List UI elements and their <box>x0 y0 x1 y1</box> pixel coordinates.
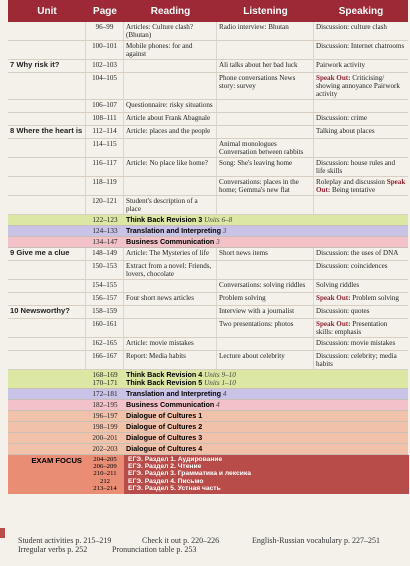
band-title-cell <box>124 444 409 454</box>
speaking-text: Being tentative <box>330 186 376 194</box>
reading-cell <box>124 280 217 292</box>
reading-cell <box>124 177 217 195</box>
section-band <box>8 444 408 455</box>
speak-out-label: Speak Out: <box>316 178 406 194</box>
unit-cell: 9 Give me a clue <box>8 248 86 260</box>
page-cell: 120–121 <box>86 196 124 214</box>
header-unit: Unit <box>37 5 57 17</box>
section-band <box>8 411 408 422</box>
footer-pronunciation: Pronunciation table p. 253 <box>112 545 197 554</box>
speaking-text: Pairwork activity <box>316 61 366 69</box>
header-page: Page <box>93 5 117 17</box>
reading-cell: Article: places and the people <box>124 126 217 138</box>
section-band <box>8 226 408 237</box>
page-cell: 100–101 <box>86 41 124 59</box>
table-row <box>8 60 408 73</box>
unit-cell <box>8 177 86 195</box>
header-speaking: Speaking <box>338 5 384 17</box>
section-band <box>8 389 408 400</box>
speaking-text: Discussion: coincidences <box>316 262 388 270</box>
band-title: Business Communication <box>126 400 215 409</box>
table-row <box>8 139 408 158</box>
band-title-cell <box>124 422 409 432</box>
contents-table <box>8 0 408 494</box>
listening-cell <box>217 100 314 112</box>
unit-cell <box>8 196 86 214</box>
reading-cell <box>124 319 217 337</box>
band-title-cell <box>124 237 409 247</box>
table-row <box>8 293 408 306</box>
section-band <box>8 422 408 433</box>
page-cell: 104–105 <box>86 73 124 99</box>
table-row <box>8 351 408 370</box>
exam-item: ЕГЭ. Раздел 2. Чтение <box>128 463 202 471</box>
reading-cell: Article: The Mysteries of life <box>124 248 217 260</box>
speaking-cell <box>314 306 408 318</box>
reading-cell: Extract from a novel: Friends, lovers, chocolate <box>124 261 217 279</box>
bands-section-2 <box>8 389 408 455</box>
band-title: Dialogue of Cultures 4 <box>126 444 203 453</box>
exam-item: ЕГЭ. Раздел 1. Аудирование <box>128 456 223 463</box>
table-row <box>8 158 408 177</box>
rows-section-2 <box>8 248 408 370</box>
speaking-cell <box>314 293 408 305</box>
speaking-text: Discussion: culture clash <box>316 23 387 31</box>
page-cell: 148–149 <box>86 248 124 260</box>
table-row <box>8 22 408 41</box>
speaking-cell <box>314 196 408 214</box>
speaking-cell <box>314 139 408 157</box>
section-band <box>8 215 408 226</box>
footer-irregular-verbs: Irregular verbs p. 252 <box>18 545 88 554</box>
speaking-cell <box>314 126 408 138</box>
bands-section-1 <box>8 215 408 248</box>
think-back-page-1: 168–169 <box>92 371 118 379</box>
think-back-page-2: 170–171 <box>92 379 118 387</box>
reading-cell <box>124 139 217 157</box>
listening-cell <box>217 126 314 138</box>
listening-cell: Two presentations: photos <box>217 319 314 337</box>
unit-cell: 7 Why risk it? <box>8 60 86 72</box>
band-extra: 3 <box>222 227 227 235</box>
speaking-cell <box>314 261 408 279</box>
speaking-text: Discussion: quotes <box>316 307 370 315</box>
reading-cell <box>124 60 217 72</box>
listening-cell: Radio interview: Bhutan <box>217 22 314 40</box>
footer-student-activities: Student activities p. 215–219 <box>18 536 112 545</box>
reading-cell: Article about Frank Abagnale <box>124 113 217 125</box>
section-band <box>8 237 408 248</box>
header-reading: Reading <box>150 5 191 17</box>
page-cell: 166–167 <box>86 351 124 369</box>
listening-cell: Lecture about celebrity <box>217 351 314 369</box>
unit-cell <box>8 351 86 369</box>
speaking-cell <box>314 158 408 176</box>
band-title-cell <box>124 226 409 236</box>
think-back-title-2: Think Back Revision 5 <box>126 378 203 387</box>
table-row <box>8 196 408 215</box>
listening-cell: Short news items <box>217 248 314 260</box>
rows-section-1 <box>8 22 408 215</box>
band-title: Translation and Interpreting <box>126 226 222 235</box>
speaking-cell <box>314 351 408 369</box>
table-row <box>8 248 408 261</box>
speaking-cell <box>314 338 408 350</box>
table-row <box>8 41 408 60</box>
band-page: 202–203 <box>92 445 118 453</box>
page-cell: 102–103 <box>86 60 124 72</box>
footer-vocabulary: English-Russian vocabulary p. 227–251 <box>252 536 380 545</box>
table-row <box>8 306 408 319</box>
think-back-pages <box>86 370 124 388</box>
reading-cell: Four short news articles <box>124 293 217 305</box>
unit-cell <box>8 319 86 337</box>
page-cell: 160–161 <box>86 319 124 337</box>
speaking-text: Solving riddles <box>316 281 360 289</box>
reading-cell: Article: No place like home? <box>124 158 217 176</box>
band-page: 134–147 <box>92 238 118 246</box>
speaking-cell <box>314 319 408 337</box>
band-page: 182–195 <box>92 401 118 409</box>
table-row <box>8 113 408 126</box>
listening-cell: Interview with a journalist <box>217 306 314 318</box>
speaking-text: Roleplay and discussion <box>316 178 385 186</box>
page-cell: 162–165 <box>86 338 124 350</box>
page-cell: 118–119 <box>86 177 124 195</box>
reading-cell: Questionnaire: risky situations <box>124 100 217 112</box>
speaking-cell <box>314 100 408 112</box>
table-row <box>8 126 408 139</box>
exam-focus-band <box>8 455 408 494</box>
band-page: 122–123 <box>92 216 118 224</box>
listening-cell: Phone conversations News story: survey <box>217 73 314 99</box>
unit-cell <box>8 338 86 350</box>
think-back-extra-1: Units 9–10 <box>204 371 236 379</box>
listening-cell: Conversations: places in the home; Gemma's new flat <box>217 177 314 195</box>
exam-item: ЕГЭ. Раздел 3. Грамматика и лексика <box>128 470 251 478</box>
listening-cell: Ali talks about her bad luck <box>217 60 314 72</box>
band-extra: Units 6–8 <box>204 216 233 224</box>
page-cell: 156–157 <box>86 293 124 305</box>
exam-items <box>124 455 409 494</box>
table-row <box>8 280 408 293</box>
table-row <box>8 319 408 338</box>
footer-check-it-out: Check it out p. 220–226 <box>142 536 220 545</box>
reading-cell: Mobile phones: for and against <box>124 41 217 59</box>
speaking-cell <box>314 280 408 292</box>
listening-cell: Conversations: solving riddles <box>217 280 314 292</box>
band-title: Think Back Revision 3 <box>126 215 203 224</box>
page-cell: 96–99 <box>86 22 124 40</box>
exam-page: 212 <box>99 477 111 485</box>
table-row <box>8 261 408 280</box>
listening-cell: Song: She's leaving home <box>217 158 314 176</box>
band-title-cell <box>124 400 409 410</box>
table-row <box>8 100 408 113</box>
exam-page: 210–211 <box>93 470 117 478</box>
listening-cell: Problem solving <box>217 293 314 305</box>
band-page: 124–133 <box>92 227 118 235</box>
unit-cell <box>8 158 86 176</box>
exam-item: ЕГЭ. Раздел 4. Письмо <box>128 477 204 485</box>
speaking-cell <box>314 177 408 195</box>
unit-cell <box>8 280 86 292</box>
reading-cell: Student's description of a place <box>124 196 217 214</box>
band-title: Dialogue of Cultures 3 <box>126 433 203 442</box>
speaking-text: Presentation skills: emphasis <box>316 320 388 336</box>
section-band <box>8 400 408 411</box>
speaking-text: Talking about places <box>316 127 375 135</box>
page-cell: 154–155 <box>86 280 124 292</box>
speak-out-label: Speak Out: <box>316 320 351 328</box>
speaking-text: Criticising/ showing annoyance Pairwork activity <box>316 74 400 98</box>
listening-cell <box>217 41 314 59</box>
band-page: 196–197 <box>92 412 118 420</box>
page-cell: 114–115 <box>86 139 124 157</box>
listening-cell <box>217 261 314 279</box>
speaking-text: Problem solving <box>350 294 399 302</box>
unit-cell <box>8 139 86 157</box>
unit-cell <box>8 22 86 40</box>
reading-cell: Articles: Culture clash? (Bhutan) <box>124 22 217 40</box>
exam-pages <box>86 455 124 494</box>
unit-cell <box>8 293 86 305</box>
page-cell: 112–114 <box>86 126 124 138</box>
think-back-title-1: Think Back Revision 4 <box>126 370 203 379</box>
band-title-cell <box>124 433 409 443</box>
table-row <box>8 338 408 351</box>
think-back-band <box>8 370 408 389</box>
speaking-cell <box>314 41 408 59</box>
page-cell: 116–117 <box>86 158 124 176</box>
unit-cell: 8 Where the heart is <box>8 126 86 138</box>
band-title: Translation and Interpreting <box>126 389 222 398</box>
reading-cell: Report: Media habits <box>124 351 217 369</box>
speaking-text: Discussion: house rules and life skills <box>316 159 396 175</box>
speaking-text: Discussion: the uses of DNA <box>316 249 399 257</box>
band-title: Dialogue of Cultures 2 <box>126 422 203 431</box>
speaking-cell <box>314 113 408 125</box>
band-title: Dialogue of Cultures 1 <box>126 411 203 420</box>
speaking-cell <box>314 248 408 260</box>
band-page: 172–181 <box>92 390 118 398</box>
reading-cell: Article: movie mistakes <box>124 338 217 350</box>
section-band <box>8 433 408 444</box>
reading-cell <box>124 73 217 99</box>
listening-cell <box>217 113 314 125</box>
unit-cell <box>8 113 86 125</box>
band-page: 198–199 <box>92 423 118 431</box>
band-extra: 3 <box>216 238 220 246</box>
footer <box>18 536 408 554</box>
unit-cell <box>8 73 86 99</box>
table-header <box>8 0 408 22</box>
unit-cell <box>8 41 86 59</box>
speak-out-label: Speak Out: <box>316 294 351 302</box>
speak-out-label: Speak Out: <box>316 74 351 82</box>
speaking-text: Discussion: crime <box>316 114 368 122</box>
exam-item: ЕГЭ. Раздел 5. Устная часть <box>128 484 221 492</box>
page-cell: 150–153 <box>86 261 124 279</box>
page-cell: 106–107 <box>86 100 124 112</box>
page-cell: 158–159 <box>86 306 124 318</box>
band-title-cell <box>124 389 409 399</box>
page-cell: 108–111 <box>86 113 124 125</box>
speaking-text: Discussion: movie mistakes <box>316 339 396 347</box>
band-extra: 4 <box>222 390 227 398</box>
listening-cell: Animal monologues Conversation between rabbits <box>217 139 314 157</box>
table-row <box>8 73 408 100</box>
band-page: 200–201 <box>92 434 118 442</box>
unit-cell <box>8 100 86 112</box>
listening-cell <box>217 338 314 350</box>
band-extra: 4 <box>216 401 220 409</box>
speaking-text: Discussion: Internet chatrooms <box>316 42 405 50</box>
edge-marker <box>0 528 5 538</box>
exam-focus-label: EXAM FOCUS <box>31 456 82 465</box>
reading-cell <box>124 306 217 318</box>
speaking-cell <box>314 73 408 99</box>
unit-cell <box>8 261 86 279</box>
listening-cell <box>217 196 314 214</box>
band-title-cell <box>124 411 409 421</box>
exam-page: 213–214 <box>93 484 117 492</box>
exam-page: 206–209 <box>93 463 117 471</box>
band-title-cell <box>124 215 409 225</box>
think-back-extra-2: Units 1–10 <box>204 379 236 387</box>
speaking-text: Discussion: celebrity; media habits <box>316 352 397 368</box>
speaking-cell <box>314 22 408 40</box>
header-listening: Listening <box>243 5 288 17</box>
exam-page: 204–205 <box>93 456 117 463</box>
unit-cell: 10 Newsworthy? <box>8 306 86 318</box>
speaking-cell <box>314 60 408 72</box>
table-row <box>8 177 408 196</box>
band-title: Business Communication <box>126 237 215 246</box>
